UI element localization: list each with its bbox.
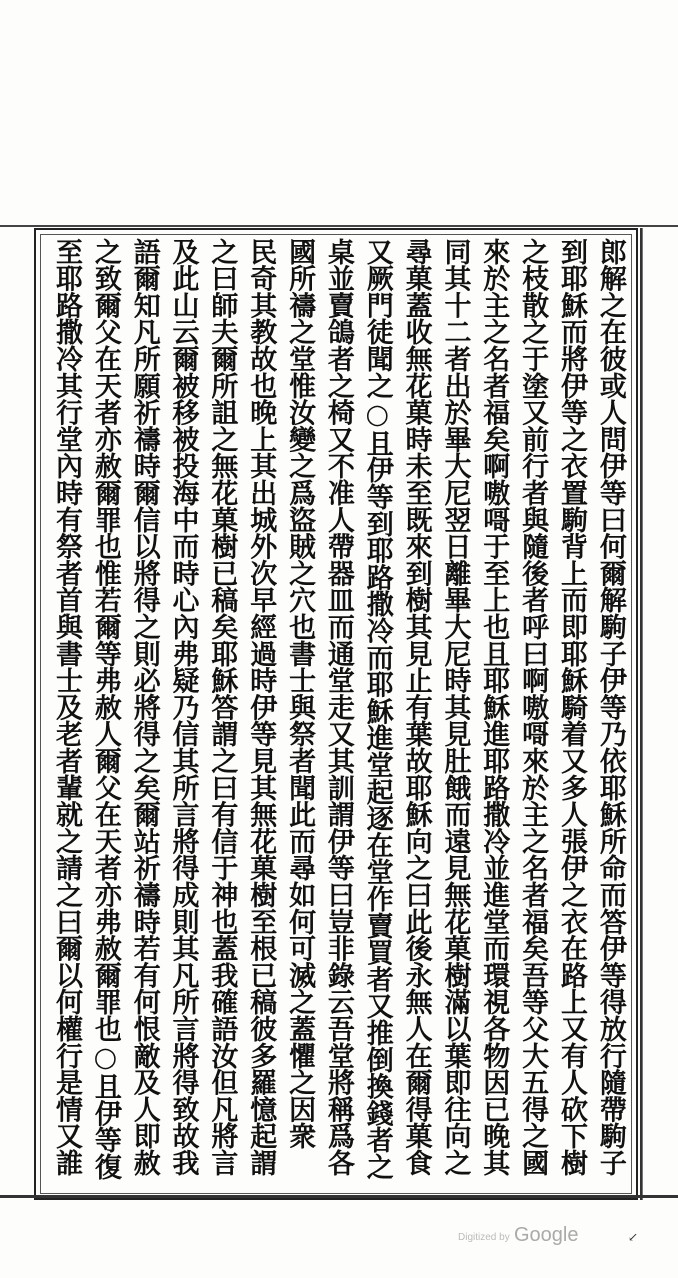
text-column: 同其十二者出於畢大尼翌日離畢大尼時其見肚餓而遠見無花菓樹滿以葉即往向之: [439, 238, 471, 1177]
text-column: 語爾知凡所願祈禱時爾信以將得之則必將得之矣爾站祈禱時若有何恨敵及人即赦: [128, 238, 160, 1177]
google-watermark: Google: [514, 1224, 579, 1246]
text-column: 國所禱之堂惟汝變之爲盜賊之穴也書士與祭者聞此而尋如何可滅之蓋懼之因衆: [284, 238, 316, 1150]
text-column: 民奇其教故也晚上其出城外次早經過時伊等見其無花菓樹至根已稿彼多羅憶起謂: [245, 238, 277, 1177]
text-column: 桌並賣鴿者之椅又不准人帶器皿而通堂走又其訓謂伊等曰豈非錄云吾堂將稱爲各: [322, 238, 354, 1177]
text-body: [48, 238, 628, 1188]
corner-mark: ↙: [628, 1230, 639, 1244]
text-column: 至耶路撒冷其行堂內時有祭者首與書士及老者輩就之請之曰爾以何權行是情又誰: [51, 238, 82, 1177]
text-column: 郎解之在彼或人問伊等曰何爾解駒子伊等乃依耶穌所命而答伊等得放行隨帶駒子: [594, 238, 626, 1177]
text-column: 之曰師夫爾所詛之無花菓樹已稿矣耶穌答謂之曰有信于神也蓋我確語汝但凡將言: [206, 238, 238, 1177]
text-column: 之致爾父在天者亦赦爾罪也惟若爾等弗赦人爾父在天者亦弗赦爾罪也○且伊等復: [89, 238, 121, 1181]
fold-line: [640, 228, 643, 1200]
text-column: 又厥門徒聞之○且伊等到耶路撒冷而耶穌進堂起逐在堂作賣買者又推倒換錢者之: [361, 238, 393, 1181]
text-column: 來於主之名者福矣啊嗷𠹭于至上也且耶穌進耶路撒冷並進堂而環視各物因已晚其: [478, 238, 510, 1177]
text-column: 尋菓蓋收無花菓時未至既來到樹其見止有葉故耶穌向之曰此後永無人在爾得菓食: [400, 238, 432, 1177]
text-column: 到耶穌而將伊等之衣置駒背上而即耶穌騎着又多人張伊之衣在路上又有人砍下樹: [555, 238, 587, 1177]
digitized-label: Digitized by: [458, 1232, 510, 1243]
top-rule: [0, 225, 678, 227]
text-column: 之枝散之于塗又前行者與隨後者呼曰啊嗷𠹭來於主之名者福矣吾等父大五得之國: [517, 238, 549, 1177]
text-column: 及此山云爾被移被投海中而時心內弗疑乃信其所言將得成則其凡所言將得致故我: [167, 238, 199, 1177]
bottom-rule: [0, 1195, 678, 1198]
